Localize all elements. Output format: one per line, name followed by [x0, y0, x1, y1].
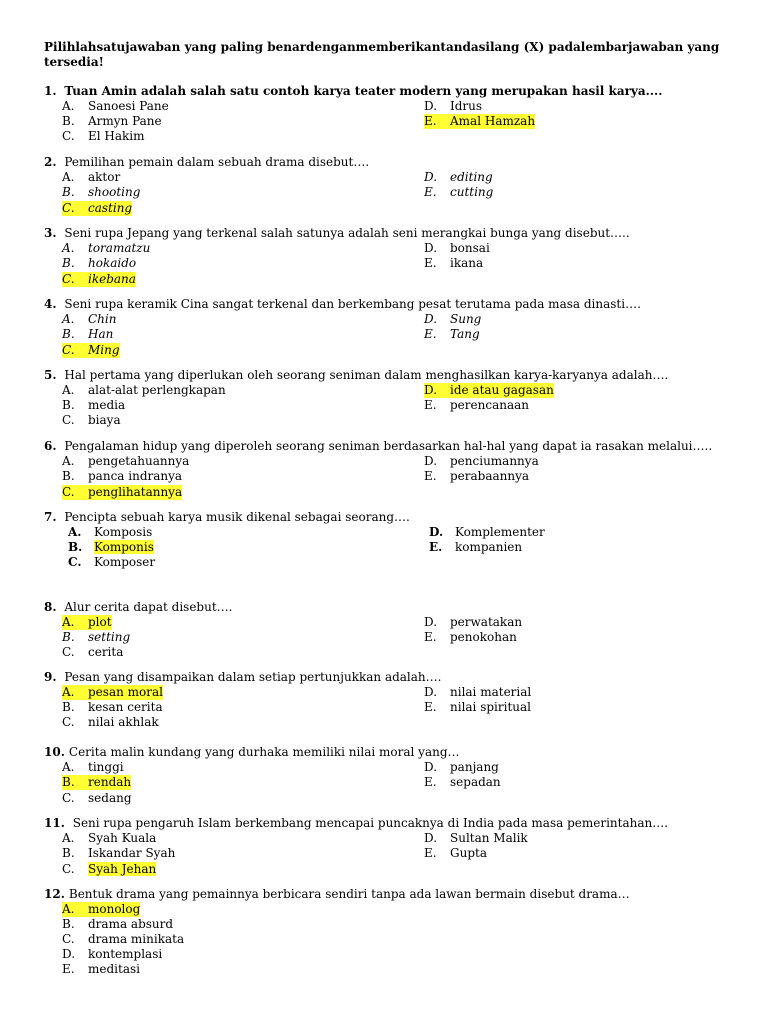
option-text: panca indranya [88, 469, 183, 483]
option-e [424, 775, 501, 790]
option-a [62, 99, 169, 114]
question-number: 8. [44, 600, 57, 614]
option-letter: D. [429, 525, 444, 539]
option-b [62, 469, 182, 484]
question-text: Tuan Amin adalah salah satu contoh karya teater modern yang merupakan hasil karya.... [64, 84, 663, 98]
question-4 [44, 297, 734, 357]
option-letter: E. [424, 114, 437, 128]
option-letter: B. [62, 185, 75, 199]
option-letter: C. [62, 862, 75, 876]
option-text: ide atau gagasan [450, 383, 554, 397]
question-8 [44, 600, 734, 659]
option-letter: D. [424, 170, 438, 184]
option-text: monolog [88, 902, 141, 916]
question-text: Alur cerita dapat disebut…. [64, 600, 233, 614]
option-letter: E. [424, 256, 437, 270]
option-a [62, 312, 116, 327]
option-letter: E. [424, 185, 437, 199]
option-letter: D. [424, 99, 438, 113]
option-text: sedang [88, 791, 132, 805]
option-d [424, 615, 522, 630]
option-letter: C. [62, 413, 75, 427]
instruction-text: Pilihlahsatujawaban yang paling benardenganmemberikantandasilang (X) padalembarjawaban yang tersedia! [44, 40, 720, 69]
question-text: Pesan yang disampaikan dalam setiap pertunjukkan adalah…. [64, 670, 442, 684]
option-d [429, 525, 545, 540]
option-letter: A. [62, 99, 75, 113]
option-text: toramatzu [88, 241, 151, 255]
option-text: aktor [88, 170, 121, 184]
option-text: kompanien [455, 540, 523, 554]
option-text: Han [88, 327, 114, 341]
option-letter: B. [62, 700, 75, 714]
option-text: hokaido [88, 256, 137, 270]
option-c-answer [62, 862, 156, 877]
option-text: penciumannya [450, 454, 539, 468]
option-c [62, 129, 145, 144]
option-text: Tang [450, 327, 480, 341]
option-letter: A. [62, 615, 75, 629]
option-b [62, 700, 163, 715]
option-letter: E. [424, 700, 437, 714]
option-e [429, 540, 522, 555]
option-a [62, 831, 156, 846]
option-letter: B. [62, 256, 75, 270]
option-a [62, 454, 189, 469]
option-b-answer [68, 540, 154, 555]
option-text: drama minikata [88, 932, 185, 946]
option-d-answer [424, 383, 554, 398]
question-number: 7. [44, 510, 57, 524]
option-letter: C. [62, 343, 75, 357]
option-a-answer [62, 615, 112, 630]
option-text: penokohan [450, 630, 517, 644]
option-text: pengetahuannya [88, 454, 190, 468]
option-letter: D. [424, 383, 438, 397]
option-letter: E. [424, 775, 437, 789]
option-text: Komponis [94, 540, 154, 554]
option-text: Syah Kuala [88, 831, 157, 845]
option-text: El Hakim [88, 129, 145, 143]
question-text: Seni rupa pengaruh Islam berkembang mencapai puncaknya di India pada masa pemerintahan…. [72, 816, 669, 830]
option-letter: B. [62, 469, 75, 483]
option-letter: C. [68, 555, 82, 569]
option-letter: E. [424, 469, 437, 483]
option-e [424, 327, 480, 342]
question-text: Pencipta sebuah karya musik dikenal sebagai seorang…. [64, 510, 410, 524]
option-text: Amal Hamzah [450, 114, 536, 128]
option-text: cutting [450, 185, 494, 199]
option-text: pesan moral [88, 685, 163, 699]
option-text: nilai akhlak [88, 715, 159, 729]
option-text: ikebana [88, 272, 136, 286]
option-letter: A. [62, 383, 75, 397]
option-text: nilai spiritual [450, 700, 532, 714]
option-text: Sultan Malik [450, 831, 528, 845]
question-text: Pemilihan pemain dalam sebuah drama disebut…. [64, 155, 370, 169]
option-letter: A. [62, 831, 75, 845]
option-c-answer [62, 343, 120, 358]
option-text: perwatakan [450, 615, 523, 629]
option-text: cerita [88, 645, 124, 659]
question-text: Cerita malin kundang yang durhaka memiliki nilai moral yang… [68, 745, 460, 759]
option-letter: C. [62, 201, 75, 215]
option-b [62, 185, 140, 200]
option-letter: C. [62, 932, 75, 946]
option-letter: E. [424, 630, 437, 644]
option-letter: B. [62, 114, 75, 128]
option-text: Komposer [94, 555, 156, 569]
option-text: Komposis [94, 525, 153, 539]
option-text: Idrus [450, 99, 483, 113]
option-d [424, 170, 493, 185]
question-text: Hal pertama yang diperlukan oleh seorang seniman dalam menghasilkan karya-karyanya adalah…. [64, 368, 669, 382]
option-letter: A. [62, 685, 75, 699]
option-text: biaya [88, 413, 121, 427]
option-text: sepadan [450, 775, 501, 789]
question-11 [44, 816, 734, 876]
question-12 [44, 887, 734, 976]
option-letter: B. [62, 398, 75, 412]
option-a-answer [62, 902, 140, 917]
question-1 [44, 84, 734, 143]
option-letter: B. [62, 327, 75, 341]
option-letter: A. [62, 902, 75, 916]
option-text: editing [450, 170, 493, 184]
question-number: 5. [44, 368, 57, 382]
option-b [62, 846, 175, 861]
option-d [424, 241, 490, 256]
option-d [424, 685, 531, 700]
option-b [62, 398, 125, 413]
option-a-answer [62, 685, 163, 700]
option-text: Iskandar Syah [88, 846, 176, 860]
option-letter: D. [424, 312, 438, 326]
question-number: 11. [44, 816, 65, 830]
option-text: Ming [88, 343, 120, 357]
question-5 [44, 368, 734, 427]
option-c [62, 715, 159, 730]
option-text: perabaannya [450, 469, 530, 483]
option-text: ikana [450, 256, 484, 270]
option-text: plot [88, 615, 112, 629]
option-e [424, 846, 487, 861]
option-d [62, 947, 162, 962]
option-letter: A. [62, 760, 75, 774]
option-letter: D. [62, 947, 76, 961]
option-c-answer [62, 485, 182, 500]
option-letter: D. [424, 831, 438, 845]
option-text: penglihatannya [88, 485, 183, 499]
option-d [424, 99, 482, 114]
question-number: 1. [44, 84, 57, 98]
question-number: 12. [44, 887, 65, 901]
option-text: media [88, 398, 126, 412]
option-letter: C. [62, 791, 75, 805]
option-letter: D. [424, 615, 438, 629]
option-e-answer [424, 114, 535, 129]
option-d [424, 312, 481, 327]
option-e [424, 398, 529, 413]
question-number: 6. [44, 439, 57, 453]
option-letter: E. [424, 398, 437, 412]
option-letter: A. [62, 241, 75, 255]
option-a [62, 760, 124, 775]
question-3 [44, 226, 734, 286]
option-e [424, 630, 517, 645]
option-e [62, 962, 140, 977]
option-letter: C. [62, 129, 75, 143]
option-e [424, 185, 493, 200]
question-number: 10. [44, 745, 65, 759]
option-d [424, 831, 528, 846]
option-a [62, 241, 150, 256]
option-c [62, 791, 132, 806]
option-letter: C. [62, 272, 75, 286]
option-text: bonsai [450, 241, 490, 255]
option-text: Sanoesi Pane [88, 99, 169, 113]
option-text: Armyn Pane [88, 114, 162, 128]
option-b-answer [62, 775, 131, 790]
option-c-answer [62, 201, 132, 216]
option-text: perencanaan [450, 398, 529, 412]
option-letter: D. [424, 685, 438, 699]
option-e [424, 469, 529, 484]
option-letter: B. [68, 540, 83, 554]
option-text: tinggi [88, 760, 124, 774]
option-letter: A. [68, 525, 82, 539]
option-letter: E. [424, 327, 437, 341]
option-text: rendah [88, 775, 132, 789]
question-text: Seni rupa keramik Cina sangat terkenal dan berkembang pesat terutama pada masa dinasti…. [64, 297, 641, 311]
option-text: panjang [450, 760, 499, 774]
option-text: Gupta [450, 846, 487, 860]
option-c-answer [62, 272, 136, 287]
option-a [62, 383, 226, 398]
question-9 [44, 670, 734, 729]
option-letter: B. [62, 917, 75, 931]
option-letter: D. [424, 241, 438, 255]
option-letter: B. [62, 846, 75, 860]
option-c [62, 932, 184, 947]
option-letter: C. [62, 645, 75, 659]
option-d [424, 760, 499, 775]
option-text: shooting [88, 185, 141, 199]
option-letter: E. [62, 962, 75, 976]
option-c [62, 413, 121, 428]
option-d [424, 454, 539, 469]
question-number: 2. [44, 155, 57, 169]
option-b [62, 114, 162, 129]
option-letter: E. [429, 540, 443, 554]
option-e [424, 256, 483, 271]
option-letter: A. [62, 170, 75, 184]
option-a [62, 170, 120, 185]
option-e [424, 700, 531, 715]
option-letter: B. [62, 630, 75, 644]
question-6 [44, 439, 734, 499]
option-text: setting [88, 630, 131, 644]
option-text: meditasi [88, 962, 140, 976]
question-text: Seni rupa Jepang yang terkenal salah satunya adalah seni merangkai bunga yang disebut….. [64, 226, 630, 240]
option-letter: D. [424, 760, 438, 774]
option-letter: A. [62, 312, 75, 326]
option-b [62, 327, 113, 342]
question-10 [44, 745, 734, 805]
option-text: nilai material [450, 685, 532, 699]
option-letter: D. [424, 454, 438, 468]
question-text: Bentuk drama yang pemainnya berbicara sendiri tanpa ada lawan bermain disebut drama… [68, 887, 630, 901]
option-b [62, 917, 173, 932]
option-letter: B. [62, 775, 75, 789]
option-c [68, 555, 155, 570]
option-text: casting [88, 201, 133, 215]
option-letter: A. [62, 454, 75, 468]
option-text: alat-alat perlengkapan [88, 383, 226, 397]
option-letter: C. [62, 715, 75, 729]
question-7 [44, 510, 734, 569]
option-b [62, 256, 136, 271]
option-text: kesan cerita [88, 700, 163, 714]
question-text: Pengalaman hidup yang diperoleh seorang seniman berdasarkan hal-hal yang dapat ia rasakan melalui….. [64, 439, 713, 453]
option-text: Komplementer [455, 525, 545, 539]
option-text: Syah Jehan [88, 862, 157, 876]
option-text: kontemplasi [88, 947, 163, 961]
question-number: 9. [44, 670, 57, 684]
option-b [62, 630, 130, 645]
option-text: Sung [450, 312, 482, 326]
option-c [62, 645, 123, 660]
option-text: drama absurd [88, 917, 174, 931]
option-a [68, 525, 152, 540]
question-number: 3. [44, 226, 57, 240]
question-number: 4. [44, 297, 57, 311]
option-letter: C. [62, 485, 75, 499]
option-text: Chin [88, 312, 117, 326]
option-letter: E. [424, 846, 437, 860]
question-2 [44, 155, 734, 215]
